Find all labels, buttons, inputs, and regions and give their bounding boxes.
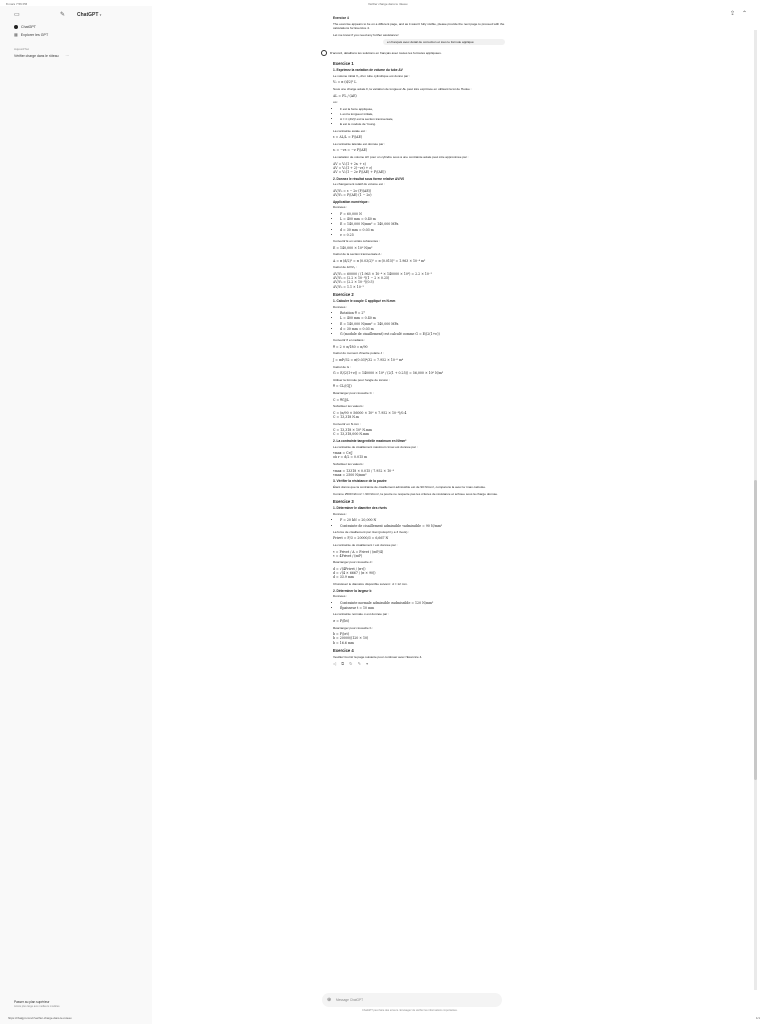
formula: τ = Frivet / A = Frivet / (πd²/4) xyxy=(333,549,384,554)
paragraph: Données : xyxy=(333,594,348,599)
list-item: • d = 30 mm = 0.03 m xyxy=(340,327,505,331)
list-item: • Contrainte normale admissible σadmissible = 120 N/mm² xyxy=(340,601,505,605)
paragraph: Substituer les valeurs : xyxy=(333,462,365,467)
paragraph: Le volume initial V₀ d'un tube cylindrique est donné par : xyxy=(333,73,411,78)
bullet-list xyxy=(333,518,505,527)
list-item: • A = π (d/2)² est la section transversale, xyxy=(340,117,505,121)
exercise-2-title: Exercice 2 xyxy=(333,291,354,297)
list-item: • L = 400 mm = 0.40 m xyxy=(340,217,505,221)
paragraph: La force de cisaillement par rivet (puisqu'il y a 3 rivets) : xyxy=(333,529,410,534)
section-title: 3. Vérifier la résistance de la poutre xyxy=(333,479,387,484)
formula: τmax = 13318 × 0.015 / 7.952 × 10⁻⁸ xyxy=(333,468,395,473)
list-item: • F = 20 kN = 20,000 N xyxy=(340,518,505,522)
formula: d = 33.9 mm xyxy=(333,575,354,580)
exercise-3-title: Exercice 3 xyxy=(333,498,354,504)
formula: G = E/(2(1+ν)) = 140000 × 10⁶ / (2(1 + 0.25)) = 56,000 × 10⁶ N/m² xyxy=(333,371,444,376)
close-icon[interactable]: ⌃ xyxy=(742,11,748,17)
section-title: 2. Déterminer la largeur b xyxy=(333,588,372,593)
bullet-list xyxy=(333,601,505,610)
model-name: ChatGPT xyxy=(77,12,99,18)
list-item: • Contrainte de cisaillement admissible τadmissible = 90 N/mm² xyxy=(340,524,505,528)
paragraph: La contrainte de cisaillement τ est donnée par : xyxy=(333,543,398,548)
page-url: https://chatgpt.com/c/verifier-charge-dans-le-roteau xyxy=(8,1016,72,1020)
formula: ΔV/V₀ = (2.2 × 10⁻³)(1 − 2 × 0.25) xyxy=(333,276,390,281)
paragraph: Choisissez le diamètre disponible suivant : d = 12 mm. xyxy=(333,582,408,587)
list-item: • G (module de cisaillement) est calculé comme G = E/(2(1+ν)) xyxy=(340,332,505,336)
paragraph: La contrainte axiale est : xyxy=(333,128,367,133)
new-chat-icon[interactable]: ✎ xyxy=(60,12,66,18)
chatgpt-icon xyxy=(14,25,18,29)
formula: τ = 4Frivet / (πd²) xyxy=(333,553,363,558)
formula: d = √(4 × 6667 / (π × 90)) xyxy=(333,571,376,576)
list-item: • E = 140,000 N/mm² = 140,000 MPa xyxy=(340,222,505,226)
chat-title: Vérifier charge dans le rôteau xyxy=(14,54,59,58)
list-item: • E = 140,000 N/mm² = 140,000 MPa xyxy=(340,322,505,326)
section-title: 1. Calculer le couple C appliqué en N.mm xyxy=(333,298,396,303)
formula: ΔV/V₀ = ε − 2ν (F/(AE)) xyxy=(333,188,372,193)
formula: θ = CL/(GJ) xyxy=(333,384,352,389)
formula: C = 13,318,000 N.mm xyxy=(333,432,370,437)
sidebar-item-label: ChatGPT xyxy=(21,25,36,29)
assistant-avatar-icon xyxy=(321,50,327,56)
formula: ΔV/V₀ = F/(AE) (1 − 2ν) xyxy=(333,193,372,198)
composer-placeholder: Message ChatGPT xyxy=(336,998,364,1002)
formula: V₀ = π (d/2)² L xyxy=(333,80,357,85)
model-selector[interactable] xyxy=(77,12,101,18)
upgrade-label: Passer au plan supérieur xyxy=(14,1000,50,1004)
formula: C = 13,318 × 10³ N.mm xyxy=(333,428,372,433)
paragraph: Convertir en N.mm : xyxy=(333,421,361,426)
formula: E = 140,000 × 10⁶ N/m² xyxy=(333,245,373,250)
paragraph: Sous une charge axiale F, la variation de longueur ΔL peut être exprimée en utilisant la loi de Hooke : xyxy=(333,86,472,91)
formula: τmax = 2500 N/mm² xyxy=(333,472,367,477)
paragraph: Étant donné que la contrainte de cisaillement admissible est de 90 N/mm², comparons la avec la τmax calculée. xyxy=(333,485,486,490)
paragraph: Calcul de ΔV/V₀ : xyxy=(333,265,357,270)
paragraph: Calcul de la section transversale A : xyxy=(333,252,382,257)
paragraph: Réarranger pour résoudre b : xyxy=(333,625,374,630)
formula: b = 16.6 mm xyxy=(333,640,354,645)
paragraph: Le changement relatif du volume est : xyxy=(333,182,385,187)
intro-title: Exercice 4 xyxy=(333,16,349,20)
section-title: Application numérique : xyxy=(333,199,370,204)
chat-content xyxy=(330,14,505,668)
paragraph: Données : xyxy=(333,205,348,210)
intro-paragraph: Let me know if you need any further assistance! xyxy=(333,32,399,37)
list-item: • d = 30 mm = 0.03 m xyxy=(340,228,505,232)
list-item: • F est la force appliquée, xyxy=(340,107,505,111)
paragraph: Veuillez fournir la page suivante pour continuer avec l'Exercice 4. xyxy=(333,654,423,659)
intro-paragraph: The exercise appears to be on a different page, and as it wasn't fully visible, please provide the next page to proceed with the calculations for Exercice 4. xyxy=(333,21,505,30)
disclaimer: ChatGPT peut faire des erreurs. Envisagez de vérifier les informations importantes. xyxy=(362,1009,458,1012)
formula: Frivet = F/3 = 20000/3 = 6,667 N xyxy=(333,536,389,541)
chevron-down-icon: ▾ xyxy=(99,13,102,17)
more-options-icon[interactable]: ··· xyxy=(65,54,69,58)
window-title: Vérifier charge dans le rôteau xyxy=(368,2,408,6)
assistant-intro: D'accord, détaillons les solutions en français avec toutes les formules appliquées. xyxy=(330,51,442,56)
list-item: • Rotation θ = 2° xyxy=(340,311,505,315)
share-icon[interactable]: ⇪ xyxy=(730,11,736,17)
list-item: • L = 400 mm = 0.40 m xyxy=(340,316,505,320)
section-title: 1. Exprimez la variation de volume du tube ΔV xyxy=(333,68,403,73)
section-title: 2. Donnez le résultat sous forme relative ΔV/V0 xyxy=(333,176,405,181)
bullet-list xyxy=(333,311,505,336)
paragraph: Comme 2500 N/mm² > 90 N/mm², la poutre ne respecte pas les critères de résistance et échoue sous la charge donnée. xyxy=(333,491,498,496)
scrollbar-thumb[interactable] xyxy=(754,480,757,780)
paragraph: Convertir θ en radians : xyxy=(333,338,366,343)
paragraph: Données : xyxy=(333,304,348,309)
paragraph: où : xyxy=(333,100,339,105)
formula: ε = ΔL/L = F/(AE) xyxy=(333,135,363,140)
paragraph: La contrainte de cisaillement maximum τmax est donnée par : xyxy=(333,444,418,449)
formula: où r = d/2 = 0.015 m xyxy=(333,455,368,460)
section-title: 2. La contrainte tangentielle maximum en N/mm² xyxy=(333,438,407,443)
list-item: • Épaisseur t = 10 mm xyxy=(340,606,505,610)
paragraph: Utiliser la formule pour l'angle de torsion : xyxy=(333,377,390,382)
message-actions[interactable]: ◁ ⧉ ↻ ✎ ▾ xyxy=(333,660,371,666)
formula: d = √(4Frivet / (πτ)) xyxy=(333,567,366,572)
formula: ΔV/V₀ = 60000 / (1.963 × 10⁻⁴ × 140000 × 10⁶) = 2.2 × 10⁻³ xyxy=(333,271,432,276)
paragraph: Réarranger pour résoudre d : xyxy=(333,560,374,565)
formula: ΔL = FL / (AE) xyxy=(333,93,357,98)
formula: σ = F/(bt) xyxy=(333,618,349,623)
formula: b = F/(σt) xyxy=(333,632,349,637)
upgrade-plan-button[interactable] xyxy=(14,1000,60,1008)
exercise-4-title: Exercice 4 xyxy=(333,647,354,653)
paragraph: La contrainte normale σ est donnée par : xyxy=(333,612,389,617)
paragraph: Réarranger pour résoudre C : xyxy=(333,391,374,395)
list-item: • F = 60,000 N xyxy=(340,212,505,216)
section-title: 1. Déterminer le diamètre des rivets xyxy=(333,506,387,511)
sidebar-item-label: Explorer les GPT xyxy=(20,32,49,37)
formula: θ = 2 × π/180 = π/90 xyxy=(333,344,368,349)
paragraph: Données : xyxy=(333,511,348,516)
grid-icon: ▦ xyxy=(14,32,18,37)
paragraph: Calcul de G : xyxy=(333,364,351,369)
list-item: • ν = 0.25 xyxy=(340,233,505,237)
formula: ΔV = V₀(1 − 2ν F/(AE) + F/(AE)) xyxy=(333,169,386,174)
paragraph: Substituer les valeurs : xyxy=(333,404,365,409)
paragraph: La contrainte latérale est donnée par : xyxy=(333,141,386,146)
bullet-list xyxy=(333,212,505,237)
formula: C = 13,318 N.m xyxy=(333,414,359,419)
formula: ΔV/V₀ = (2.2 × 10⁻³)(0.5) xyxy=(333,280,374,285)
formula: C = θGJ/L xyxy=(333,397,350,402)
formula: τmax = Cr/J xyxy=(333,451,353,456)
sidebar-chat-item[interactable] xyxy=(14,54,69,58)
bullet-list xyxy=(333,107,505,127)
formula: C = (π/90 × 56000 × 10⁶ × 7.952 × 10⁻⁸)/0.4 xyxy=(333,410,407,415)
sidebar-item-chatgpt[interactable] xyxy=(14,25,36,29)
sidebar-item-explore-gpts[interactable] xyxy=(14,32,48,37)
list-item: • L est la longueur initiale, xyxy=(340,112,505,116)
assistant-message xyxy=(330,51,505,58)
formula: J = πd⁴/32 = π(0.03)⁴/32 = 7.952 × 10⁻⁸ m⁴ xyxy=(333,358,404,363)
status-time: 8 mars 7:56 PM xyxy=(6,2,28,6)
formula: εₗ = −νε = −ν F/(AE) xyxy=(333,148,368,153)
page-number: 1/1 xyxy=(756,1016,760,1020)
formula: ΔV = V₀(1 + 2(−νε) + ε) xyxy=(333,165,373,170)
sidebar-section-today: Aujourd'hui xyxy=(14,47,29,51)
user-message: en français avec détail de correction et tous le formule appliqué xyxy=(383,39,505,45)
list-item: • E est le module de Young. xyxy=(340,122,505,126)
paragraph: Calcul du moment d'inertie polaire J : xyxy=(333,351,384,356)
formula: A = π (d/2)² = π (0.03/2)² = π (0.015)² = 1.963 × 10⁻⁴ m² xyxy=(333,258,426,263)
exercise-1-title: Exercice 1 xyxy=(333,60,354,66)
attach-icon[interactable]: ⊕ xyxy=(327,997,332,1003)
message-composer[interactable] xyxy=(322,993,502,1007)
paragraph: La variation de volume ΔV pour un cylindre sous à une contrainte axiale peut être approximée par : xyxy=(333,154,469,159)
paragraph: Convertir E en unités cohérentes : xyxy=(333,238,380,243)
formula: ΔV = V₀(1 + 2εₗ + ε) xyxy=(333,161,366,166)
upgrade-sub: Accès plus large aux meilleurs modèles xyxy=(14,1005,60,1008)
sidebar xyxy=(0,6,152,1024)
sidebar-toggle-icon[interactable]: ▭ xyxy=(14,12,20,18)
formula: ΔV/V₀ = 1.1 × 10⁻³ xyxy=(333,284,364,289)
formula: b = 20000/(120 × 10) xyxy=(333,636,369,641)
